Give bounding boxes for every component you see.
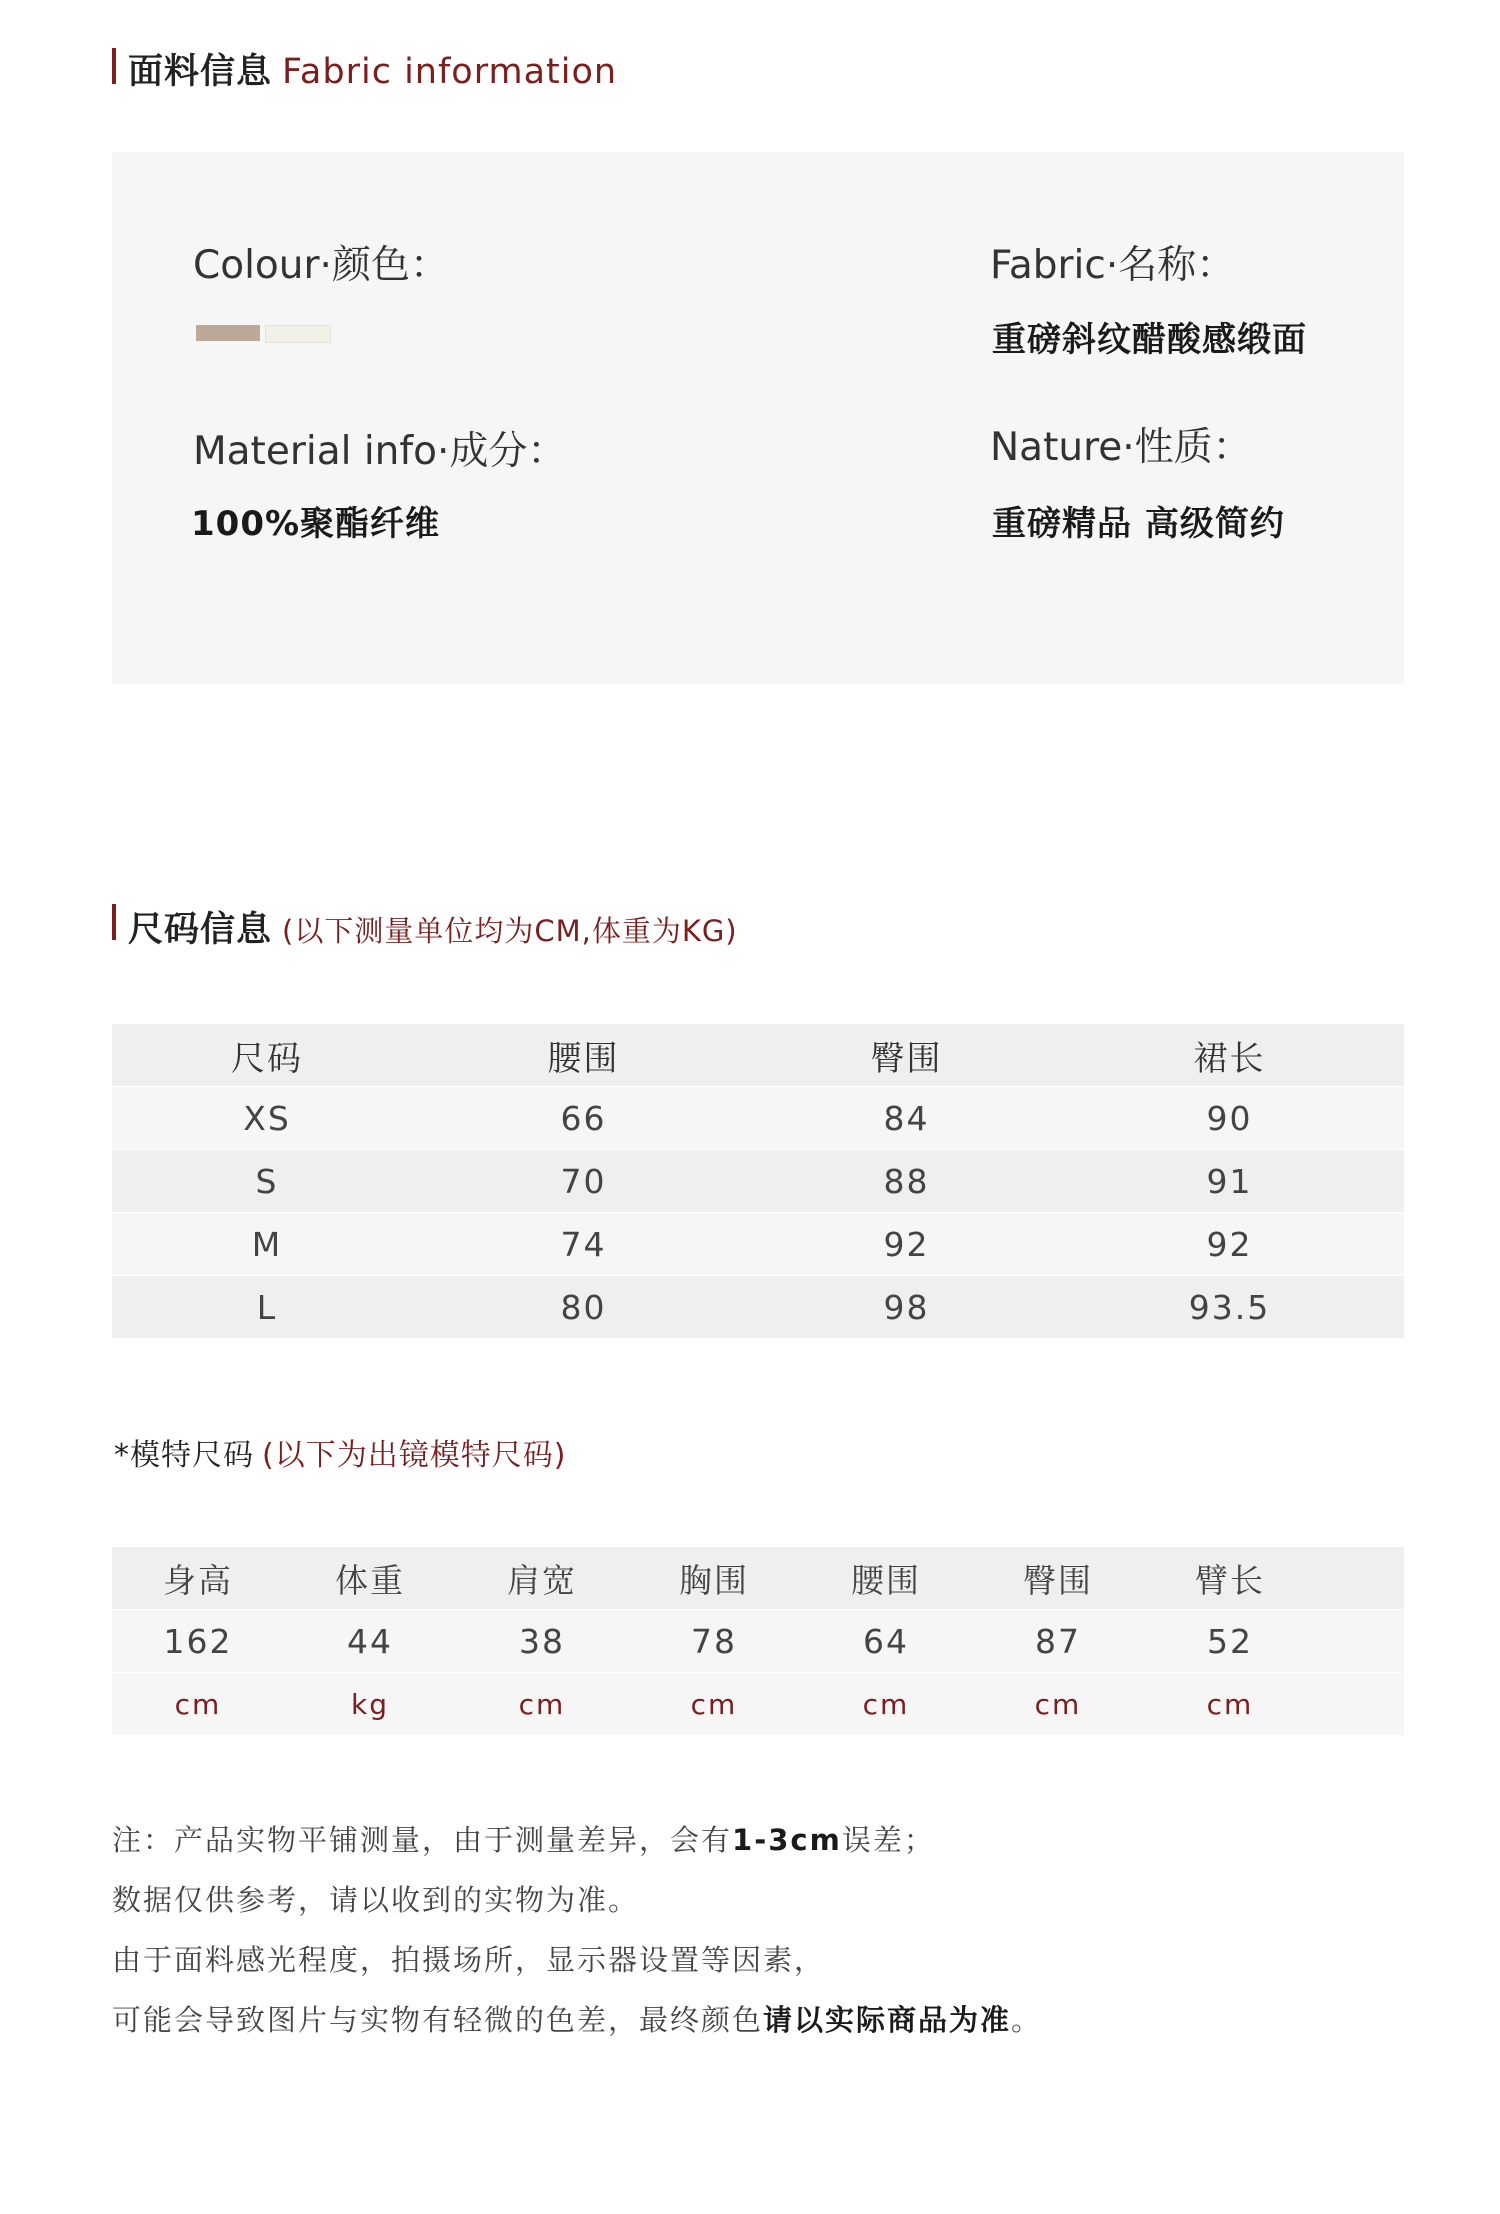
model-section-title: *模特尺码 bbox=[114, 1438, 254, 1473]
size-cell: XS bbox=[243, 1098, 291, 1138]
header-cell: 腰围 bbox=[851, 1560, 921, 1600]
model-table-header bbox=[112, 1547, 1404, 1610]
skirt-length-cell: 90 bbox=[1206, 1098, 1253, 1138]
waist-cell: 80 bbox=[560, 1287, 607, 1327]
note-text: 注：产品实物平铺测量，由于测量差异，会有 bbox=[112, 1823, 733, 1857]
unit-cell: cm bbox=[690, 1687, 738, 1721]
note-text: 可能会导致图片与实物有轻微的色差，最终颜色 bbox=[112, 2003, 764, 2037]
model-section-heading bbox=[114, 1430, 566, 1474]
table-row bbox=[112, 1213, 1404, 1276]
note-line: 由于面料感光程度，拍摄场所，显示器设置等因素， bbox=[112, 1943, 826, 1977]
unit-cell: cm bbox=[1206, 1687, 1254, 1721]
table-row bbox=[112, 1150, 1404, 1213]
fabric-section-title-en: Fabric information bbox=[282, 52, 618, 92]
header-cell: 臀围 bbox=[1023, 1560, 1093, 1600]
size-cell: S bbox=[255, 1161, 279, 1201]
note-line bbox=[112, 2000, 1042, 2060]
note-emphasis: 请以实际商品为准 bbox=[763, 2003, 1012, 2037]
size-table bbox=[112, 1024, 1404, 1339]
skirt-length-cell: 91 bbox=[1206, 1161, 1253, 1201]
header-cell: 臂长 bbox=[1195, 1560, 1265, 1600]
header-cell: 肩宽 bbox=[507, 1560, 577, 1600]
waist-cell: 66 bbox=[560, 1098, 607, 1138]
size-section-note: (以下测量单位均为CM,体重为KG) bbox=[282, 914, 738, 948]
skirt-length-cell: 93.5 bbox=[1188, 1287, 1271, 1327]
unit-cell: cm bbox=[174, 1687, 222, 1721]
model-units-row bbox=[112, 1673, 1404, 1736]
unit-cell: cm bbox=[518, 1687, 566, 1721]
header-cell: 胸围 bbox=[679, 1560, 749, 1600]
value-cell: 44 bbox=[347, 1621, 393, 1661]
value-cell: 52 bbox=[1207, 1621, 1253, 1661]
unit-cell: cm bbox=[862, 1687, 910, 1721]
waist-cell: 70 bbox=[560, 1161, 607, 1201]
header-cell: 臀围 bbox=[870, 1038, 943, 1079]
hip-cell: 92 bbox=[883, 1224, 930, 1264]
colour-swatch-cream bbox=[265, 325, 331, 343]
model-values-row bbox=[112, 1610, 1404, 1673]
measurement-notes bbox=[112, 1820, 1042, 2060]
skirt-length-cell: 92 bbox=[1206, 1224, 1253, 1264]
colour-swatch-taupe bbox=[196, 325, 260, 341]
nature-value: 重磅精品 高级简约 bbox=[992, 504, 1285, 544]
table-row bbox=[112, 1087, 1404, 1150]
unit-cell: cm bbox=[1034, 1687, 1082, 1721]
size-cell: L bbox=[256, 1287, 278, 1327]
value-cell: 38 bbox=[519, 1621, 565, 1661]
material-label: Material info·成分： bbox=[193, 429, 567, 474]
model-section-note: (以下为出镜模特尺码) bbox=[262, 1438, 567, 1473]
size-section-heading bbox=[112, 902, 738, 952]
heading-accent-bar bbox=[112, 48, 116, 84]
value-cell: 64 bbox=[863, 1621, 909, 1661]
fabric-label: Fabric·名称： bbox=[990, 243, 1236, 288]
header-cell: 腰围 bbox=[547, 1038, 620, 1079]
size-table-header bbox=[112, 1024, 1404, 1087]
hip-cell: 84 bbox=[883, 1098, 930, 1138]
fabric-section-heading bbox=[112, 44, 617, 94]
header-cell: 尺码 bbox=[231, 1038, 303, 1079]
table-row bbox=[112, 1276, 1404, 1339]
value-cell: 87 bbox=[1035, 1621, 1081, 1661]
header-cell: 身高 bbox=[163, 1560, 233, 1600]
size-section-title: 尺码信息 bbox=[128, 910, 273, 950]
size-cell: M bbox=[251, 1224, 283, 1264]
note-line: 数据仅供参考，请以收到的实物为准。 bbox=[112, 1883, 640, 1917]
note-line bbox=[112, 1820, 1042, 1880]
value-cell: 78 bbox=[691, 1621, 737, 1661]
colour-label: Colour·颜色： bbox=[193, 243, 449, 288]
note-text: 误差； bbox=[841, 1823, 935, 1857]
waist-cell: 74 bbox=[560, 1224, 607, 1264]
fabric-section-title: 面料信息 bbox=[128, 52, 273, 92]
value-cell: 162 bbox=[163, 1621, 233, 1661]
nature-label: Nature·性质： bbox=[990, 425, 1252, 470]
note-text: 。 bbox=[1011, 2003, 1043, 2037]
note-emphasis: 1-3cm bbox=[732, 1823, 842, 1857]
material-value: 100%聚酯纤维 bbox=[191, 504, 441, 544]
hip-cell: 98 bbox=[883, 1287, 930, 1327]
fabric-value: 重磅斜纹醋酸感缎面 bbox=[992, 320, 1307, 360]
model-size-table bbox=[112, 1547, 1404, 1736]
header-cell: 裙长 bbox=[1193, 1038, 1266, 1079]
header-cell: 体重 bbox=[335, 1560, 405, 1600]
heading-accent-bar bbox=[112, 904, 116, 940]
unit-cell: kg bbox=[351, 1687, 389, 1721]
hip-cell: 88 bbox=[883, 1161, 930, 1201]
